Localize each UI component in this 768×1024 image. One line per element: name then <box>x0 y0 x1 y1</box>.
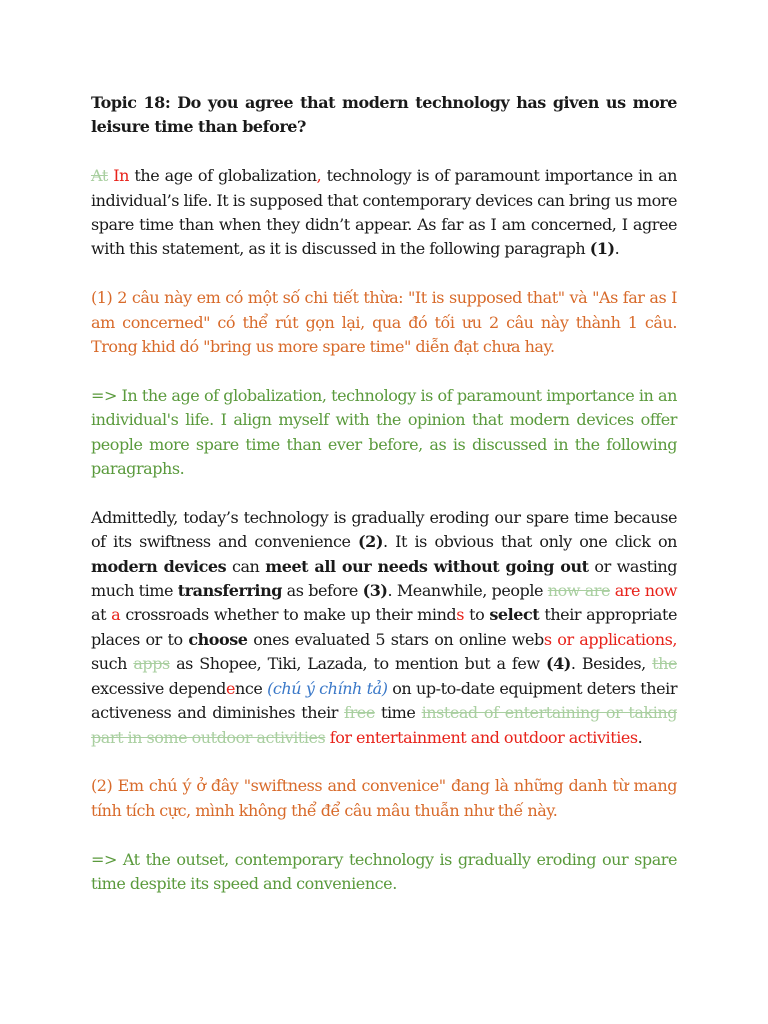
text-run: . <box>637 727 643 747</box>
text-run: ones evaluated 5 stars on online web <box>247 629 544 649</box>
comment-note-2: (2) Em chú ý ở đây "swiftness and convenice" đang là những danh từ mang tính tích cực, mình không thể để câu mâu thuẫn như thế này. <box>91 776 677 820</box>
text-run: crossroads whether to make up their mind <box>120 605 457 625</box>
inserted-text: a <box>111 605 121 625</box>
deleted-text: the <box>652 654 677 674</box>
deleted-text: now are <box>547 581 611 601</box>
text-run: to <box>463 605 490 625</box>
text-run: technology is of paramount importance in an individual’s life. It is supposed that contemporary devices can bring us more spare time than when they didn’t appear. As far as I am concerned, I agree with this statement, as it is discussed in the following paragraph <box>91 166 678 259</box>
inserted-text: In <box>113 166 129 186</box>
bold-phrase: transferring <box>177 581 282 601</box>
revision-suggestion-1: => In the age of globalization, technology is of paramount importance in an individual's life. I align myself with the opinion that modern devices offer people more spare time than ever before, as is discussed in the following paragraphs. <box>91 385 677 479</box>
inserted-text: , <box>316 166 322 186</box>
text-run: such <box>91 654 134 674</box>
inserted-text: s or applications, <box>543 629 677 649</box>
text-run: as before <box>281 581 363 601</box>
text-run: nce <box>234 678 268 698</box>
inserted-text: for entertainment and outdoor activities <box>329 727 638 747</box>
reference-mark: (4) <box>545 654 571 674</box>
bold-phrase: choose <box>188 629 248 649</box>
deleted-text: apps <box>133 654 170 674</box>
reference-mark: (1) <box>589 239 615 259</box>
text-run: the age of globalization <box>128 166 317 186</box>
text-run: at <box>91 605 112 625</box>
deleted-text: instead of entertaining or taking part in some outdoor activities <box>91 703 678 747</box>
reference-mark: (3) <box>362 581 388 601</box>
revision-suggestion-2: => At the outset, contemporary technology is gradually eroding our spare time despite its speed and convenience. <box>91 849 677 893</box>
spelling-comment: (chú ý chính tả) <box>267 678 388 698</box>
inserted-text: are now <box>614 581 678 601</box>
bold-phrase: modern devices <box>91 556 227 576</box>
text-run: their appropriate places or to <box>91 605 677 649</box>
document-page <box>91 91 677 896</box>
deleted-text: free <box>344 703 375 723</box>
bold-phrase: meet all our needs without going out <box>265 556 589 576</box>
intro-paragraph <box>91 164 677 262</box>
text-run: . Besides, <box>570 654 653 674</box>
deleted-text: At <box>91 166 108 186</box>
text-run: . It is obvious that only one click on <box>382 532 677 552</box>
text-run: . Meanwhile, people <box>387 581 548 601</box>
body-paragraph <box>91 506 677 750</box>
text-run: as Shopee, Tiki, Lazada, to mention but a few <box>169 654 546 674</box>
bold-phrase: select <box>489 605 540 625</box>
inserted-text: e <box>225 678 235 698</box>
inserted-text: s <box>456 605 464 625</box>
text-run: on up-to-date equipment deters their activeness and diminishes their <box>91 678 678 723</box>
text-run: Admittedly, today’s technology is gradually eroding our spare time because of its swiftness and convenience <box>91 507 677 552</box>
text-run: . <box>614 239 620 259</box>
comment-note-1: (1) 2 câu này em có một số chi tiết thừa: "It is supposed that" và "As far as I am concerned" có thể rút gọn lại, qua đó tối ưu 2 câu này thành 1 câu. Trong khid dó "bring us more spare time" diễn đạt chưa hay. <box>91 288 677 357</box>
topic-title: Topic 18: Do you agree that modern technology has given us more leisure time than before? <box>91 93 677 137</box>
reference-mark: (2) <box>358 532 383 552</box>
text-run: time <box>374 703 422 723</box>
text-run: excessive depend <box>91 678 226 698</box>
text-run: can <box>226 556 266 576</box>
text-run: or wasting much time <box>91 556 678 601</box>
